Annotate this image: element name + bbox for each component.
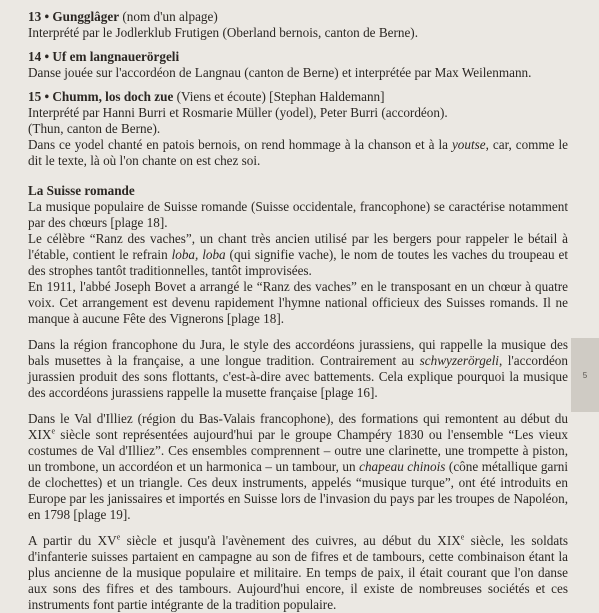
track-15 xyxy=(28,89,568,169)
track-13 xyxy=(28,9,568,41)
track-subtitle: (nom d'un alpage) xyxy=(119,9,218,24)
booklet-page xyxy=(28,9,568,613)
track-credit: Interprété par le Jodlerklub Frutigen (Oberland bernois, canton de Berne). xyxy=(28,25,418,40)
track-number: 14 • xyxy=(28,49,50,64)
paragraph: Dans la région francophone du Jura, le style des accordéons jurassiens, qui rappelle la musique des bals musettes à la française, a une longue tradition. Contrairement au schwyzerörgeli, l'accordéon jurassien produit des sons flottants, c'est-à-dire avec battements. Cela explique pourquoi la musique des accordéons jurassiens rappelle la musette française [plage 16]. xyxy=(28,337,568,400)
track-14 xyxy=(28,49,568,81)
track-number: 15 • xyxy=(28,89,50,104)
paragraph: La musique populaire de Suisse romande (Suisse occidentale, francophone) se caractérise notamment par des chœurs [plage 18]. xyxy=(28,199,568,230)
section-suisse-romande xyxy=(28,183,568,613)
track-credit: Danse jouée sur l'accordéon de Langnau (canton de Berne) et interprétée par Max Weilenmann. xyxy=(28,65,532,80)
track-heading xyxy=(28,9,568,25)
track-credit: Interprété par Hanni Burri et Rosmarie Müller (yodel), Peter Burri (accordéon). xyxy=(28,105,448,120)
paragraph: A partir du XVe siècle et jusqu'à l'avènement des cuivres, au début du XIXe siècle, les soldats d'infanterie suisses partaient en campagne au son de fifres et de tambours, cette combinaison étant la plus ancienne de la musique populaire et militaire. En temps de paix, il était courant que l'on danse aux sons des fifres et des tambours. Aujourd'hui encore, il existe de nombreuses sociétés et ces instruments font partie intégrante de la tradition populaire. xyxy=(28,532,568,612)
paragraph: Le célèbre “Ranz des vaches”, un chant très ancien utilisé par les bergers pour rappeler le bétail à l'étable, contient le refrain loba, loba (qui signifie vache), le nom de toutes les vaches du troupeau et des strophes tantôt traditionnelles, tantôt improvisées. xyxy=(28,231,568,278)
section-heading: La Suisse romande xyxy=(28,183,135,198)
track-title: Chumm, los doch zue xyxy=(52,89,174,104)
track-heading xyxy=(28,89,568,105)
track-subtitle: (Viens et écoute) [Stephan Haldemann] xyxy=(173,89,385,104)
track-number: 13 • xyxy=(28,9,50,24)
paragraph: En 1911, l'abbé Joseph Bovet a arrangé le “Ranz des vaches” en le transposant en un chœur à quatre voix. Cet arrangement est devenu rapidement l'hymne national officieux des Suisses romands. Il ne manque à aucune Fête des Vignerons [plage 18]. xyxy=(28,279,568,326)
page-number: 5 xyxy=(582,370,588,380)
track-heading xyxy=(28,49,568,65)
track-title: Uf em langnauerörgeli xyxy=(52,49,180,64)
track-location: (Thun, canton de Berne). xyxy=(28,121,161,136)
paragraph: Dans le Val d'Illiez (région du Bas-Valais francophone), des formations qui remontent au début du XIXe siècle sont représentées aujourd'hui par le groupe Champéry 1830 ou l'ensemble “Les vieux costumes de Val d'Illiez”. Ces ensembles comprennent – outre une clarinette, une trompette à piston, un trombone, un accordéon et un harmonica – un tambour, un chapeau chinois (cône métallique garni de clochettes) et un triangle. Ces deux instruments, appelés “musique turque”, ont été introduits en Europe par les janissaires et importés en Suisse lors de l'invasion du pays par les troupes de Napoléon, en 1798 [plage 19]. xyxy=(28,411,569,522)
track-title: Gungglâger xyxy=(52,9,120,24)
track-description: Dans ce yodel chanté en patois bernois, on rend hommage à la chanson et à la youtse, car, comme le dit le texte, là où l'on chante on est chez soi. xyxy=(28,137,568,168)
